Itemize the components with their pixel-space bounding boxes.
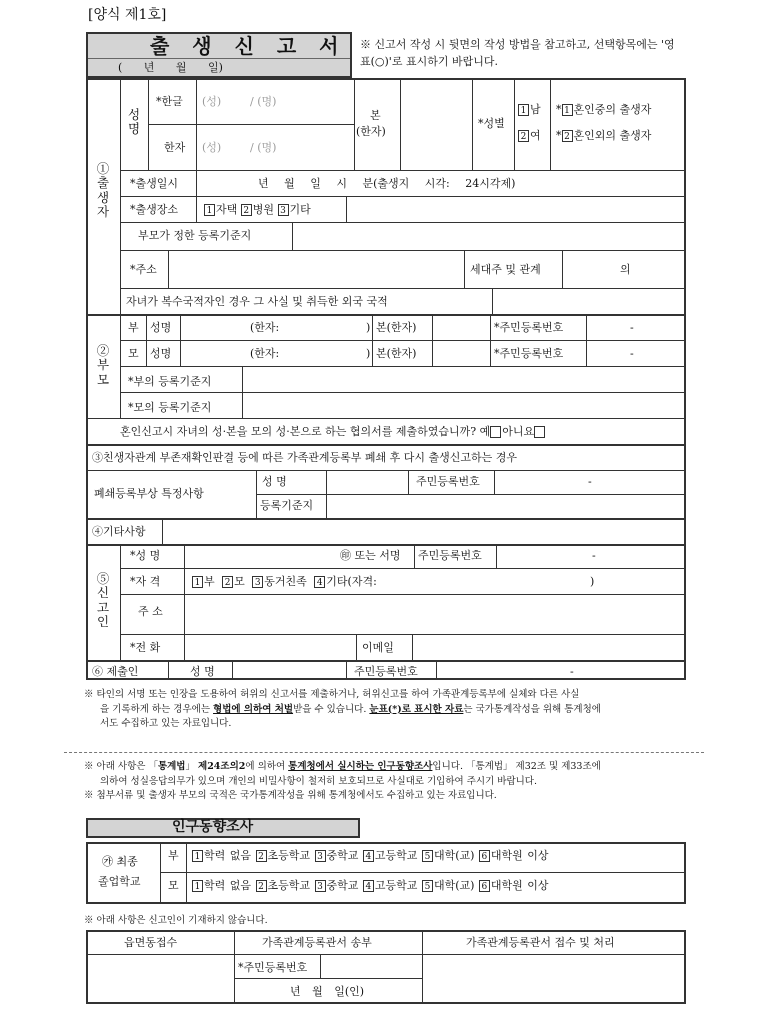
- father-name-field[interactable]: [182, 316, 248, 338]
- name-hanja-field[interactable]: [198, 126, 352, 168]
- agreement-question[interactable]: 혼인신고시 자녀의 성·본을 모의 성·본으로 하는 협의서를 제출하였습니까? 예 아니요: [120, 426, 546, 438]
- foreign-nationality-field[interactable]: [494, 290, 684, 312]
- reporter-qualification-options[interactable]: 1 부 2 모 3 동거친족 4 기타(자격:: [192, 576, 377, 588]
- page-title: 출 생 신 고 서: [150, 34, 347, 58]
- closed-reg-base-field[interactable]: [328, 496, 684, 516]
- reporter-email-field[interactable]: [414, 636, 684, 658]
- legal-notice: ※ 타인의 서명 또는 인장을 도용하여 허위의 신고서를 제출하거나, 허위신고를 하여 가족관계등록부에 실체와 다른 사실 을 기록하게 하는 경우에는 형법에 의하여 처벌받을 수 있습니다. 눈표(*)로 표시한 자료는 국가통계작성을 위해 통계청에 서도 수집하고 있는 자료입니다.: [84, 689, 601, 730]
- mother-reg-field[interactable]: [244, 394, 684, 416]
- survey-title: 인구동향조사: [172, 819, 254, 835]
- birth-place-options[interactable]: 1 자택 2 병원 3 기타: [204, 204, 311, 216]
- sex-female-option[interactable]: 2 여: [518, 130, 541, 142]
- reporter-name-field[interactable]: [186, 546, 336, 566]
- date-line: ( 년 월 일): [118, 61, 223, 74]
- name-hangul-field[interactable]: [198, 80, 352, 122]
- birth-report-form: [양식 제1호] 출 생 신 고 서 ( 년 월 일) ※ 신고서 작성 시 뒷면의 작성 방법을 참고하고, 선택항목에는 '영표(○)'로 표시하기 바랍니다. ① 출 생 자 성 명 *한글 (성) / (명) 한자 (성) / (명) 본 (한자) *성별 1 남 2 여 * 1 혼인중의 출생자 * 2 혼인외의 출생자 *출생일시 년 월 일 시 분(출생지 시각: 24시각제) *출생장소 1 자택 2 병원 3 기타 부모가 정한 등록기준지 *주소 세대주 및 관계 의 자녀가 복수국적자인 경우 그 사실 및 취득한 외국 국적 ② 부 모 부 성명 (한자: ) 본(한자) *주민등록번호 - 모 성명 (한자: ) 본(한자) *주민등록번호 - *부의 등록기준지 *모의 등록기준지 혼인신고시 자녀의 성·본을 모의 성·본으로 하는 협의서를 제출하였습니까? 예 아니요 ③친생자관계 부존재확인판결 등에 따른 가족관계등록부 폐쇄 후 다시 출생신고하는 경우 폐쇄등록부상 특정사항 성 명 주민등록번호 - 등록기준지 ④기타사항 ⑤ 신 고 인 *성 명 ㊞ 또는 서명 주민등록번호 - *자 격 1 부 2 모 3 동거친족 4 기타(자격: ) 주 소 *전 화 이메일 ⑥ 제출인 성 명 주민등록번호 - ※ 타인의 서명 또는 인장을 도용하여 허위의 신고서를 제출하거나, 허위신고를 하여 가족관계등록부에 실체와 다른 사실 을 기록하게 하는 경우에는 형법에 의하여 처벌받을 수 있습니다. 눈표(*)로 표시한 자료는 국가통계작성을 위해 통계청에 서도 수집하고 있는 자료입니다. ※ 아래 사항은 「통계법」 제24조의2에 의하여 통계청에서 실시하는 인구동향조사입니다. 「통계법」 제32조 및 제33조에 의하여 성실응답의무가 있으며 개인의 비밀사항이 철저히 보호되므로 사실대로 기입하여 주시기 바랍니다. ※ 첨부서류 및 출생자 부모의 국적은 국가통계작성을 위해 통계청에서도 수집하고 있는 자료입니다. 인구동향조사 ㉮ 최종 졸업학교 부 모 1 학력 없음 2 초등학교 3 중학교 4 고등학교 5 대학(교) 6 대학원 이상 1 학력 없음 2 초등학교 3 중학교 4 고등학교 5 대학(교) 6 대학원 이상 ※ 아래 사항은 신고인이 기재하지 않습니다. 읍면동접수 가족관계등록관서 송부 가족관계등록관서 접수 및 처리 *주민등록번호 년 월 일(인): [0, 0, 768, 1024]
- instruction-note: ※ 신고서 작성 시 뒷면의 작성 방법을 참고하고, 선택항목에는 '영표(○)'로 표시하기 바랍니다.: [360, 38, 675, 69]
- wedlock-option-2[interactable]: * 2 혼인외의 출생자: [556, 129, 652, 142]
- seal-or-signature[interactable]: ㊞ 또는 서명: [340, 549, 401, 562]
- statistics-notice: ※ 아래 사항은 「통계법」 제24조의2에 의하여 통계청에서 실시하는 인구동향조사입니다. 「통계법」 제32조 및 제33조에 의하여 성실응답의무가 있으며 개인의 비밀사항이 철저히 보호되므로 사실대로 기입하여 주시기 바랍니다. ※ 첨부서류 및 출생자 부모의 국적은 국가통계작성을 위해 통계청에서도 수집하고 있는 자료입니다.: [84, 761, 601, 802]
- section6-label: ⑥ 제출인: [92, 665, 139, 678]
- section1-label: ① 출 생 자: [96, 161, 110, 220]
- other-notes-field[interactable]: [164, 520, 684, 542]
- form-label: [양식 제1호]: [88, 7, 167, 23]
- address-field[interactable]: [170, 252, 462, 286]
- submitter-name-field[interactable]: [234, 662, 344, 678]
- section2-label: ② 부 모: [96, 343, 110, 387]
- mother-education-options[interactable]: 1 학력 없음 2 초등학교 3 중학교 4 고등학교 5 대학(교) 6 대학원 이상: [192, 880, 549, 892]
- father-reg-field[interactable]: [244, 368, 684, 390]
- birth-datetime-field[interactable]: 년 월 일 시 분(출생지 시각: 24시각제): [258, 177, 516, 190]
- section4-title: ④기타사항: [92, 525, 146, 538]
- reporter-address-field[interactable]: [186, 596, 684, 632]
- father-education-options[interactable]: 1 학력 없음 2 초등학교 3 중학교 4 고등학교 5 대학(교) 6 대학원 이상: [192, 850, 549, 862]
- registration-base-field[interactable]: [294, 224, 684, 248]
- wedlock-option-1[interactable]: * 1 혼인중의 출생자: [556, 103, 652, 116]
- section5-label: ⑤ 신 고 인: [96, 571, 110, 630]
- name-label: 성 명: [127, 107, 141, 137]
- bon-field[interactable]: [402, 80, 470, 168]
- section3-title: ③친생자관계 부존재확인판결 등에 따른 가족관계등록부 폐쇄 후 다시 출생신고하는 경우: [92, 451, 518, 464]
- mother-name-field[interactable]: [182, 342, 248, 364]
- sex-male-option[interactable]: 1 남: [518, 104, 541, 116]
- reporter-phone-field[interactable]: [186, 636, 354, 658]
- office-note: ※ 아래 사항은 신고인이 기재하지 않습니다.: [84, 915, 268, 926]
